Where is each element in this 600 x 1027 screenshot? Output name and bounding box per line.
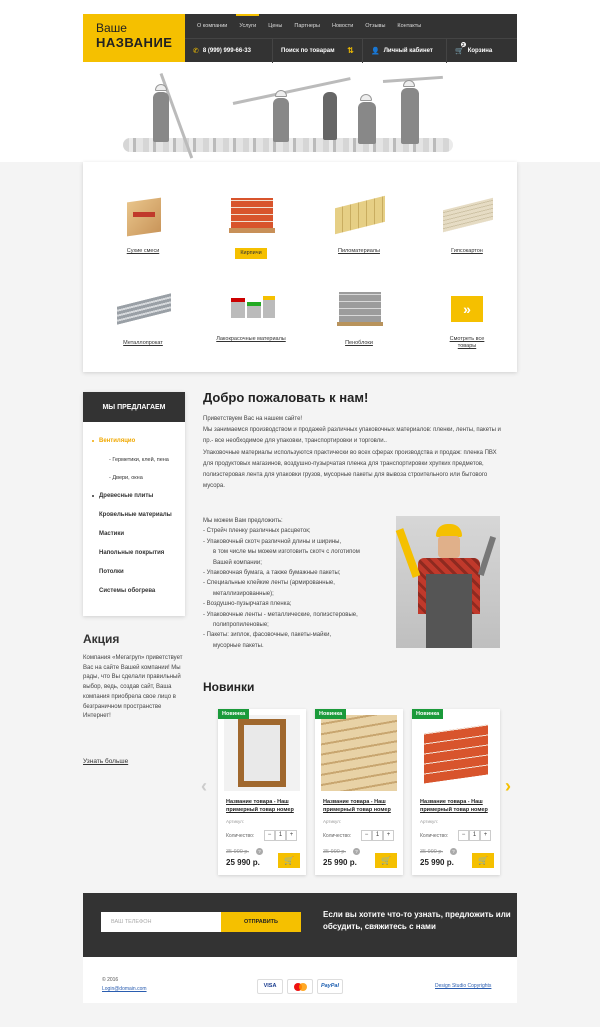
add-to-cart-button[interactable]: 🛒 bbox=[375, 853, 397, 868]
category-label: Лакокрасочные материалы bbox=[216, 336, 286, 342]
category-label: Кирпичи bbox=[235, 248, 266, 259]
product-article: Артикул: bbox=[226, 819, 245, 824]
sidebar-item-heating[interactable]: Системы обогрева bbox=[99, 588, 156, 594]
double-chevron-icon[interactable]: » bbox=[451, 296, 483, 322]
email-link[interactable]: Login@domain.com bbox=[102, 986, 147, 992]
user-icon: 👤 bbox=[371, 47, 380, 55]
new-badge: Новинка bbox=[218, 709, 249, 719]
drywall-image bbox=[437, 190, 497, 240]
category-bricks[interactable] bbox=[197, 190, 305, 259]
sidebar-title: МЫ ПРЕДЛАГАЕМ bbox=[83, 392, 185, 422]
send-button[interactable]: ОТПРАВИТЬ bbox=[221, 912, 301, 932]
category-dry-mixes[interactable] bbox=[89, 190, 197, 255]
bricks-image bbox=[221, 190, 281, 240]
nav-prices[interactable]: Цены bbox=[268, 23, 283, 29]
carousel-next-icon[interactable]: › bbox=[505, 776, 511, 796]
product-article: Артикул: bbox=[420, 819, 439, 824]
promo-text: Компания «Мегагруп» приветствует Вас на сайте Вашей компании! Мы рады, что Вы сделали правильный выбор, ведь, создав сайт, Ваша компания приобрела свое лицо в безграничном пространстве Интернет! bbox=[83, 655, 183, 720]
promo-title: Акция bbox=[83, 632, 120, 646]
site-logo[interactable] bbox=[83, 14, 185, 62]
category-foam-blocks[interactable] bbox=[305, 282, 413, 347]
product-search[interactable] bbox=[273, 39, 363, 63]
hero-workers-image bbox=[83, 62, 517, 162]
cart-label: Корзина bbox=[467, 47, 493, 54]
add-to-cart-button[interactable]: 🛒 bbox=[472, 853, 494, 868]
mastercard-icon bbox=[287, 979, 313, 994]
category-label: Металлопрокат bbox=[123, 340, 163, 346]
nav-contacts[interactable]: Контакты bbox=[397, 23, 422, 29]
price: 25 990 р. bbox=[420, 858, 454, 867]
window-frame-image bbox=[224, 715, 300, 791]
category-paints[interactable] bbox=[197, 282, 305, 343]
studio-link[interactable]: Design Studio Copyrights bbox=[435, 983, 492, 989]
category-label: Пеноблоки bbox=[345, 340, 373, 346]
category-metal[interactable] bbox=[89, 282, 197, 347]
category-grid bbox=[83, 162, 517, 372]
new-badge: Новинка bbox=[412, 709, 443, 719]
product-name[interactable]: Название товара - Наш примерный товар номер bbox=[226, 799, 294, 813]
search-label: Поиск по товарам bbox=[281, 47, 335, 54]
old-price: 35 990 р. bbox=[420, 849, 443, 855]
product-card[interactable] bbox=[218, 709, 306, 875]
sidebar-item-ceilings[interactable]: Потолки bbox=[99, 569, 124, 575]
logo-line-2: НАЗВАНИЕ bbox=[96, 35, 173, 50]
quantity-stepper bbox=[361, 830, 394, 841]
nav-reviews[interactable]: Отзывы bbox=[365, 23, 386, 29]
paint-cans-image bbox=[221, 282, 281, 332]
add-to-cart-button[interactable]: 🛒 bbox=[278, 853, 300, 868]
site-header bbox=[83, 14, 517, 62]
info-icon[interactable]: ? bbox=[256, 848, 263, 855]
worker-figure bbox=[401, 88, 419, 144]
plus-button[interactable]: + bbox=[383, 830, 394, 841]
all-products-image bbox=[437, 282, 497, 332]
info-icon[interactable]: ? bbox=[353, 848, 360, 855]
product-name[interactable]: Название товара - Наш примерный товар номер bbox=[323, 799, 391, 813]
cart-link[interactable] bbox=[447, 39, 517, 63]
quantity-stepper bbox=[458, 830, 491, 841]
old-price: 35 990 р. bbox=[226, 849, 249, 855]
nav-about[interactable]: О компании bbox=[197, 23, 228, 29]
cart-count-badge: 2 bbox=[462, 41, 465, 47]
nav-partners[interactable]: Партнеры bbox=[294, 23, 320, 29]
worker-figure bbox=[323, 92, 337, 140]
metal-pipes-image bbox=[113, 282, 173, 332]
category-drywall[interactable] bbox=[413, 190, 521, 255]
paypal-icon: PayPal bbox=[317, 979, 343, 994]
contact-text: Если вы хотите что-то узнать, предложить или обсудить, свяжитесь с нами bbox=[323, 910, 511, 931]
cement-bags-image bbox=[113, 190, 173, 240]
cart-icon: 🛒 2 bbox=[455, 41, 465, 55]
qty-value[interactable]: 1 bbox=[372, 830, 383, 841]
category-label: Гипсокартон bbox=[451, 248, 483, 254]
category-label: Сухие смеси bbox=[126, 248, 160, 254]
category-all-products[interactable] bbox=[413, 282, 521, 350]
foam-blocks-image bbox=[329, 282, 389, 332]
price: 25 990 р. bbox=[226, 858, 260, 867]
phone-input[interactable] bbox=[101, 912, 221, 932]
old-price: 35 990 р. bbox=[323, 849, 346, 855]
sidebar-item-flooring[interactable]: Напольные покрытия bbox=[99, 550, 165, 556]
builder-photo bbox=[396, 516, 500, 648]
phone-number: 8 (999) 999-66-33 bbox=[202, 47, 251, 54]
sidebar-subitem-doors[interactable]: - Двери, окна bbox=[109, 475, 143, 481]
bricks-product-image bbox=[418, 715, 494, 791]
offer-sidebar bbox=[83, 392, 185, 616]
header-phone[interactable] bbox=[185, 39, 273, 63]
promo-more-link[interactable]: Узнать больше bbox=[83, 758, 129, 765]
nav-news[interactable]: Новости bbox=[331, 23, 354, 29]
minus-button[interactable]: − bbox=[458, 830, 469, 841]
sidebar-menu bbox=[83, 422, 185, 601]
category-label: Пиломатериалы bbox=[338, 248, 380, 254]
logo-line-1: Ваше bbox=[96, 21, 127, 35]
minus-button[interactable]: − bbox=[264, 830, 275, 841]
phone-icon: ✆ bbox=[193, 47, 199, 55]
intro-text: Приветствуем Вас на нашем сайте! Мы занимаемся производством и продажей различных упаковочных материалов: пленки, ленты, пакеты и пр.- все необходимое для упаковки, транспортировки и торговли.. Упаковочные материалы используются практически во всех сферах производства и продаж: пленка ПВХ для продуктовых магазинов, воздушно-пузырчатая пленка для транспортировки хрупких предметов, полиэстеровая лента для упаковки грузов, мусорные пакеты для вывоза строительного или бытового мусора. bbox=[203, 416, 501, 490]
product-card[interactable] bbox=[412, 709, 500, 875]
copyright: © 2016 bbox=[102, 977, 119, 983]
sidebar-item-ventilation[interactable]: Вентиляцио bbox=[91, 432, 185, 451]
carousel-prev-icon[interactable]: ‹ bbox=[201, 776, 207, 796]
minus-button[interactable]: − bbox=[361, 830, 372, 841]
sidebar-item-wood-boards[interactable]: Древесные плиты bbox=[91, 487, 185, 506]
worker-figure bbox=[273, 98, 289, 142]
sidebar-item-roofing[interactable]: Кровельные материалы bbox=[99, 512, 172, 518]
wood-panels-image bbox=[321, 715, 397, 791]
header-toolbar bbox=[185, 38, 517, 62]
price: 25 990 р. bbox=[323, 858, 357, 867]
account-label: Личный кабинет bbox=[383, 47, 433, 54]
category-label: Смотреть все товары bbox=[449, 336, 485, 349]
info-icon[interactable]: ? bbox=[450, 848, 457, 855]
sidebar-subitem-sealants[interactable]: - Герметики, клей, пена bbox=[109, 457, 169, 463]
contact-form-band bbox=[83, 893, 517, 957]
worker-figure bbox=[358, 102, 376, 144]
worker-figure bbox=[153, 92, 169, 142]
plus-button[interactable]: + bbox=[480, 830, 491, 841]
quantity-stepper bbox=[264, 830, 297, 841]
visa-icon: VISA bbox=[257, 979, 283, 994]
qty-label: Количество: bbox=[226, 833, 255, 839]
qty-value[interactable]: 1 bbox=[469, 830, 480, 841]
plus-button[interactable]: + bbox=[286, 830, 297, 841]
qty-label: Количество: bbox=[323, 833, 352, 839]
qty-value[interactable]: 1 bbox=[275, 830, 286, 841]
qty-label: Количество: bbox=[420, 833, 449, 839]
category-lumber[interactable] bbox=[305, 190, 413, 255]
product-name[interactable]: Название товара - Наш примерный товар номер bbox=[420, 799, 488, 813]
site-footer bbox=[83, 957, 517, 1003]
lumber-image bbox=[329, 190, 389, 240]
sidebar-item-mastics[interactable]: Мастики bbox=[99, 531, 125, 537]
new-products-title: Новинки bbox=[203, 680, 255, 694]
nav-services[interactable]: Услуги bbox=[239, 23, 257, 29]
offer-list: Мы можем Вам предложить: - Стрейч пленку различных расцветок; - Упаковочный скотч различной длины и ширины, в том числе мы можем изготовить скотч с логотипом Вашей компании; - Упаковочная бумага, а также бумажные пакеты; - Специальные клейкие ленты (армированные, металлизированные); - Воздушно-пузырчатая пленка; - Упаковочные ленты - металлические, полиэстеровые, полипропиленовые; - Пакеты: зиплок, фасовочные, пакеты-майки, мусорные пакеты. bbox=[203, 518, 360, 649]
product-article: Артикул: bbox=[323, 819, 342, 824]
product-card[interactable] bbox=[315, 709, 403, 875]
new-badge: Новинка bbox=[315, 709, 346, 719]
main-nav bbox=[185, 14, 517, 38]
account-link[interactable] bbox=[363, 39, 447, 63]
filter-icon[interactable]: ⇅ bbox=[347, 46, 354, 55]
page-title: Добро пожаловать к нам! bbox=[203, 390, 369, 405]
